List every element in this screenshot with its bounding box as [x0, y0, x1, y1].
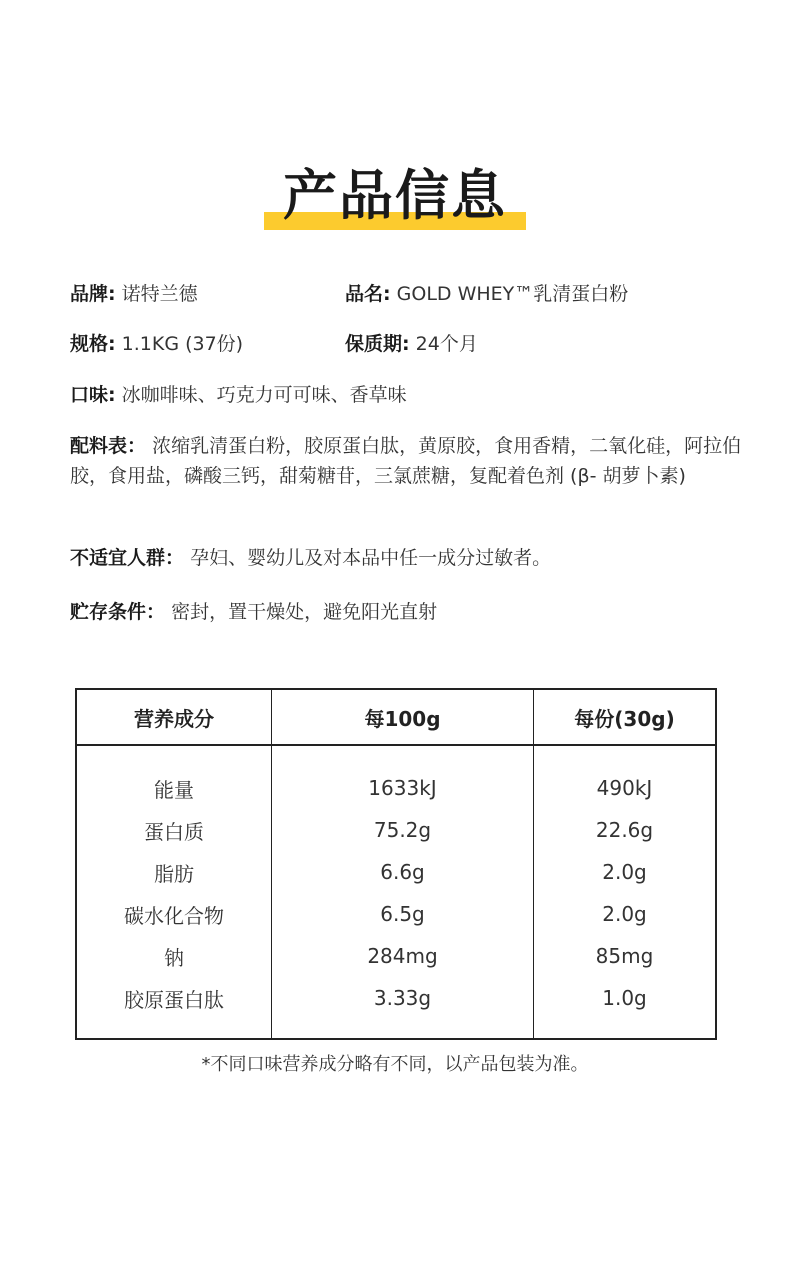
- per-serving-value: 2.0g: [602, 902, 647, 926]
- title-section: [0, 160, 790, 240]
- name-line: [345, 279, 628, 309]
- brand-label: 品牌:: [70, 283, 116, 305]
- storage-line: [70, 597, 437, 627]
- per-serving-value: 490kJ: [596, 776, 653, 800]
- per-serving-value: 22.6g: [595, 818, 654, 842]
- nutrient-name: 脂肪: [76, 851, 272, 893]
- ingredients-line: [70, 431, 750, 491]
- per-100g-value: 1633kJ: [272, 745, 534, 809]
- unsuitable-line: [70, 543, 551, 573]
- table-row: [76, 809, 716, 851]
- table-row: [76, 851, 716, 893]
- storage-value: 密封，置干燥处，避免阳光直射: [171, 601, 438, 623]
- per-100g-value: 6.6g: [272, 851, 534, 893]
- spec-value: 1.1KG (37份): [121, 333, 244, 355]
- nutrient-name: 胶原蛋白肽: [76, 977, 272, 1039]
- name-value: GOLD WHEY™乳清蛋白粉: [396, 283, 629, 305]
- ingredients-value: 浓缩乳清蛋白粉，胶原蛋白肽，黄原胶，食用香精，二氧化硅，阿拉伯胶，食用盐，磷酸三钙，甜菊糖苷，三氯蔗糖，复配着色剂 (β- 胡萝卜素): [70, 435, 742, 487]
- nutrient-name: 钠: [76, 935, 272, 977]
- per-serving-value: 85mg: [595, 944, 654, 968]
- unsuitable-value: 孕妇、婴幼儿及对本品中任一成分过敏者。: [190, 547, 552, 569]
- per-100g-value: 75.2g: [272, 809, 534, 851]
- table-row: [76, 977, 716, 1039]
- nutrition-table: [75, 688, 717, 1040]
- brand-value: 诺特兰德: [121, 283, 198, 305]
- page-title: 产品信息: [283, 164, 507, 227]
- table-row: [76, 893, 716, 935]
- per-serving-value: 1.0g: [602, 986, 647, 1010]
- table-header-row: [76, 689, 716, 745]
- shelf-label: 保质期:: [345, 333, 410, 355]
- flavor-label: 口味:: [70, 384, 116, 406]
- spec-line: [70, 329, 243, 359]
- flavor-line: [70, 380, 407, 410]
- header-per-100g: 每100g: [272, 689, 534, 745]
- table-row: [76, 745, 716, 809]
- nutrient-name: 蛋白质: [76, 809, 272, 851]
- spec-label: 规格:: [70, 333, 116, 355]
- footnote: *不同口味营养成分略有不同，以产品包装为准。: [201, 1054, 589, 1075]
- nutrient-name: 能量: [76, 745, 272, 809]
- flavor-value: 冰咖啡味、巧克力可可味、香草味: [121, 384, 407, 406]
- brand-line: [70, 279, 198, 309]
- per-serving-value: 2.0g: [602, 860, 647, 884]
- unsuitable-label: 不适宜人群：: [70, 547, 185, 569]
- per-100g-value: 6.5g: [272, 893, 534, 935]
- header-nutrient: 营养成分: [76, 689, 272, 745]
- table-row: [76, 935, 716, 977]
- shelf-line: [345, 329, 478, 359]
- header-per-serving: 每份(30g): [534, 689, 717, 745]
- name-label: 品名:: [345, 283, 391, 305]
- storage-label: 贮存条件：: [70, 601, 166, 623]
- shelf-value: 24个月: [415, 333, 478, 355]
- per-100g-value: 284mg: [272, 935, 534, 977]
- per-100g-value: 3.33g: [272, 977, 534, 1039]
- nutrient-name: 碳水化合物: [76, 893, 272, 935]
- ingredients-label: 配料表：: [70, 435, 147, 457]
